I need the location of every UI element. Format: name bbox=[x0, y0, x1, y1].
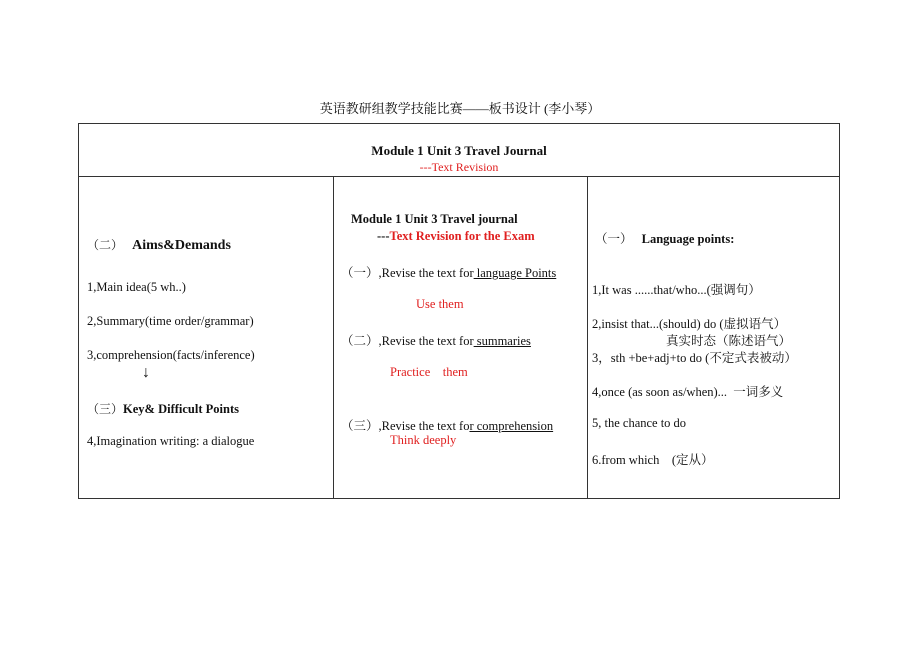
language-points-title: Language points: bbox=[641, 232, 735, 246]
step-note-practice: Practice them bbox=[390, 365, 468, 379]
revise-step-prefix: （二）,Revise the text for bbox=[341, 334, 474, 348]
left-column bbox=[79, 176, 334, 498]
aims-item-summary: 2,Summary(time order/grammar) bbox=[87, 314, 254, 328]
point-2-note: 真实时态（陈述语气） bbox=[666, 334, 792, 348]
point-1-emphatic: 1,It was ......that/who...(强调句） bbox=[592, 283, 761, 297]
board-header bbox=[79, 124, 839, 177]
language-points-number: （一） bbox=[595, 232, 633, 246]
mid-subtitle bbox=[377, 229, 535, 244]
aims-item-imagination-writing: 4,Imagination writing: a dialogue bbox=[87, 434, 255, 448]
mid-title: Module 1 Unit 3 Travel journal bbox=[351, 212, 518, 226]
revise-step-language-points bbox=[341, 263, 556, 281]
revise-step-target: summaries bbox=[473, 334, 531, 348]
point-6-from-which: 6.from which (定从） bbox=[592, 453, 714, 467]
blackboard-design-table bbox=[78, 123, 840, 499]
revise-step-prefix: （一）,Revise the text for bbox=[341, 266, 474, 280]
aims-section-number: （二） bbox=[87, 238, 124, 252]
step-note-think-deeply: Think deeply bbox=[390, 433, 457, 447]
point-3-infinitive: 3，sth +be+adj+to do (不定式表被动） bbox=[592, 351, 797, 365]
aims-item-main-idea: 1,Main idea(5 wh..) bbox=[87, 280, 186, 294]
key-points-title: Key& Difficult Points bbox=[123, 402, 239, 416]
revise-step-comprehension bbox=[341, 416, 553, 434]
page-heading: 英语教研组教学技能比赛——板书设计 (李小琴） bbox=[319, 101, 601, 116]
aims-section-title: Aims&Demands bbox=[132, 238, 231, 253]
revise-step-target: language Points bbox=[473, 266, 557, 280]
key-points-heading bbox=[87, 400, 239, 417]
revise-step-target: r comprehension bbox=[469, 419, 554, 433]
point-2-insist: 2,insist that...(should) do (虚拟语气） bbox=[592, 317, 787, 331]
key-points-number: （三） bbox=[87, 402, 124, 416]
right-column bbox=[587, 176, 839, 498]
board-title: Module 1 Unit 3 Travel Journal bbox=[371, 143, 547, 158]
mid-subtitle-dashes: --- bbox=[377, 229, 390, 243]
point-5-chance: 5, the chance to do bbox=[592, 416, 687, 430]
step-note-use-them: Use them bbox=[416, 297, 464, 311]
revise-step-summaries bbox=[341, 331, 531, 349]
mid-subtitle-text: Text Revision for the Exam bbox=[389, 229, 535, 243]
revise-step-prefix: （三）,Revise the text fo bbox=[341, 419, 470, 433]
aims-item-comprehension: 3,comprehension(facts/inference) bbox=[87, 348, 255, 362]
down-arrow-icon: ↓ bbox=[142, 364, 150, 381]
board-subtitle: ---Text Revision bbox=[419, 160, 499, 174]
language-points-heading bbox=[595, 229, 734, 247]
point-4-once: 4,once (as soon as/when)... 一词多义 bbox=[592, 385, 784, 399]
middle-column bbox=[333, 176, 588, 498]
aims-section-heading bbox=[87, 236, 231, 254]
